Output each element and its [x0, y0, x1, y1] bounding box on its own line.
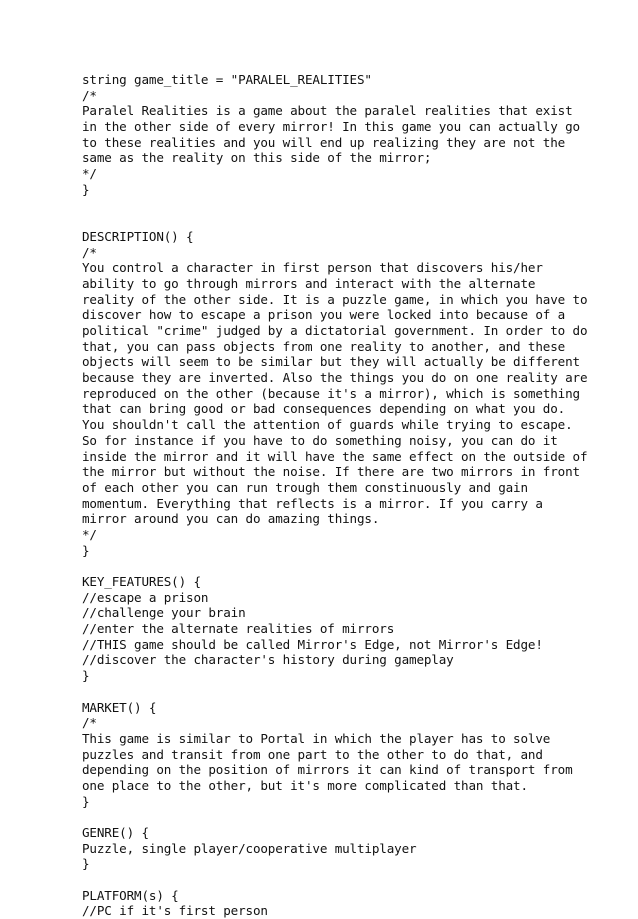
code-line: //THIS game should be called Mirror's Edge, not Mirror's Edge! — [82, 636, 543, 652]
genre-section — [82, 825, 622, 872]
code-line: Puzzle, single player/cooperative multiplayer — [82, 840, 417, 856]
code-line: puzzles and transit from one part to the other to do that, and — [82, 746, 543, 762]
code-line: same as the reality on this side of the mirror; — [82, 150, 432, 166]
code-line: } — [82, 793, 90, 809]
code-line: /* — [82, 244, 97, 260]
code-line: //escape a prison — [82, 589, 209, 605]
code-line: depending on the position of mirrors it can kind of transport from — [82, 762, 573, 778]
section-header: DESCRIPTION() { — [82, 228, 194, 244]
code-line: So for instance if you have to do something noisy, you can do it — [82, 432, 558, 448]
code-line: //PC if it's first person — [82, 903, 268, 919]
section-header: KEY_FEATURES() { — [82, 574, 201, 590]
code-line: Paralel Realities is a game about the paralel realities that exist — [82, 103, 573, 119]
title-section — [82, 72, 622, 198]
code-line: //challenge your brain — [82, 605, 246, 621]
code-line: one place to the other, but it's more complicated than that. — [82, 777, 528, 793]
code-line: objects will seem to be similar but they will actually be different — [82, 354, 580, 370]
code-line: the mirror but without the noise. If there are two mirrors in front — [82, 464, 580, 480]
code-line: that, you can pass objects from one reality to another, and these — [82, 338, 566, 354]
code-line: } — [82, 181, 90, 197]
section-header: GENRE() { — [82, 825, 149, 841]
code-line: This game is similar to Portal in which the player has to solve — [82, 730, 551, 746]
key-features-section — [82, 574, 622, 684]
code-line: You control a character in first person that discovers his/her — [82, 260, 543, 276]
code-line: } — [82, 856, 90, 872]
section-spacer — [82, 558, 622, 574]
section-header: PLATFORM(s) { — [82, 887, 179, 903]
section-spacer — [82, 198, 622, 229]
code-line: //enter the alternate realities of mirrors — [82, 621, 395, 637]
section-spacer — [82, 872, 622, 888]
code-line: discover how to escape a prison you were locked into because of a — [82, 307, 566, 323]
code-line: reproduced on the other (because it's a mirror), which is something — [82, 385, 580, 401]
code-line: ability to go through mirrors and interact with the alternate — [82, 275, 536, 291]
code-line: mirror around you can do amazing things. — [82, 511, 380, 527]
code-line: } — [82, 542, 90, 558]
code-line: momentum. Everything that reflects is a mirror. If you carry a — [82, 495, 543, 511]
code-line: string game_title = "PARALEL_REALITIES" — [82, 72, 372, 87]
code-line: of each other you can run trough them constinuously and gain — [82, 479, 528, 495]
game-design-document — [82, 72, 622, 919]
section-spacer — [82, 684, 622, 700]
code-line: to these realities and you will end up realizing they are not the — [82, 134, 566, 150]
section-spacer — [82, 809, 622, 825]
code-line: /* — [82, 87, 97, 103]
code-line: in the other side of every mirror! In this game you can actually go — [82, 119, 580, 135]
code-line: that can bring good or bad consequences depending on what you do. — [82, 401, 566, 417]
code-line: */ — [82, 526, 97, 542]
code-line: //discover the character's history during gameplay — [82, 652, 454, 668]
code-line: because they are inverted. Also the things you do on one reality are — [82, 370, 588, 386]
code-line: /* — [82, 715, 97, 731]
market-section — [82, 700, 622, 810]
platform-section — [82, 888, 622, 919]
section-header: MARKET() { — [82, 699, 157, 715]
description-section — [82, 229, 622, 558]
code-line: political "crime" judged by a dictatorial government. In order to do — [82, 323, 588, 339]
code-line: inside the mirror and it will have the same effect on the outside of — [82, 448, 588, 464]
code-line: } — [82, 668, 90, 684]
code-line: You shouldn't call the attention of guards while trying to escape. — [82, 417, 573, 433]
code-line: */ — [82, 166, 97, 182]
code-line: reality of the other side. It is a puzzle game, in which you have to — [82, 291, 588, 307]
